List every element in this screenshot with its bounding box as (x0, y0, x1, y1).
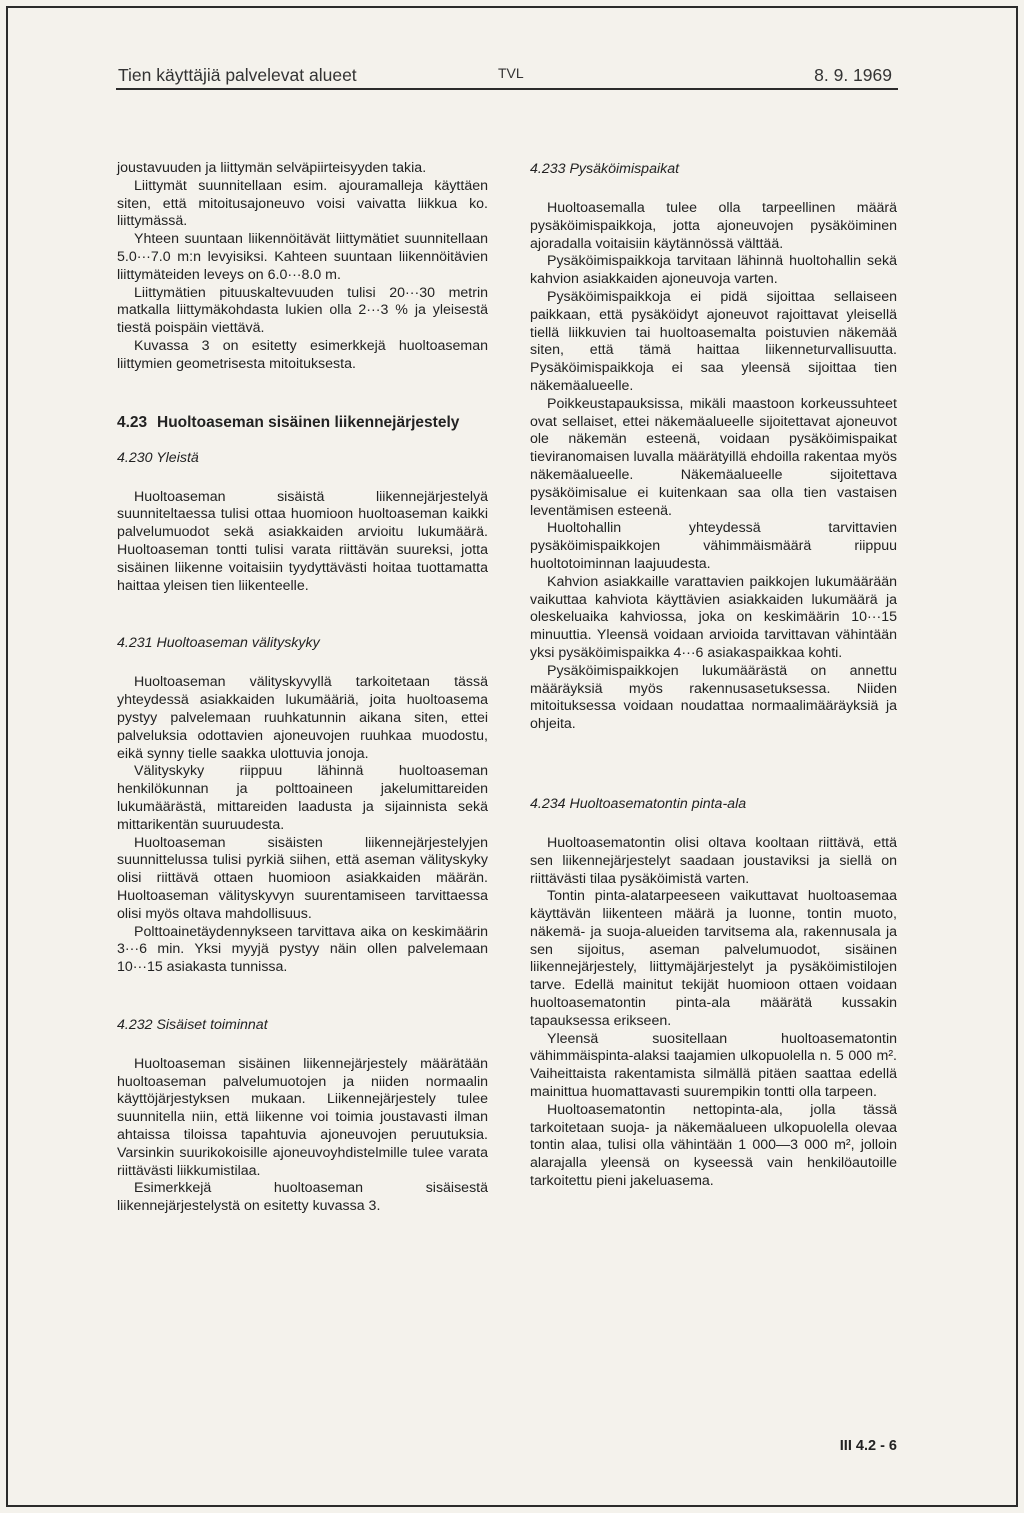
subsection-heading-4-230: 4.230 Yleistä (117, 449, 199, 466)
paragraph: Huoltoaseman sisäinen liikennejärjestely määrätään huoltoaseman palvelumuotojen ja niiden normaalin käyttöjärjestyksen mukaan. Liikennejärjestely tulee suunnitella niin, että liikenne voi toimia joustavasti ilman ahtaissa tiloissa tapahtuvia ajoneuvojen peruutuksia. Varsinkin suurikokoisille ajoneuvoyhdistelmille tulee varata riittävästi liikkumistilaa. (117, 1055, 488, 1179)
header-publisher: TVL (498, 65, 524, 81)
paragraph: Yleensä suositellaan huoltoasematontin vähimmäispinta-alaksi taajamien ulkopuolella n. 5 000 m². Vaiheittaista rakentamista silmällä pitäen saattaa edellä mainittua huomattavasti suurempikin tontti olla tarpeen. (530, 1030, 897, 1101)
section-heading-4-23 (117, 413, 488, 432)
paragraph: Huoltoasemalla tulee olla tarpeellinen määrä pysäköimispaikkoja, jotta ajoneuvojen pysäköiminen ajoradalla voitaisiin käytännössä välttää. (530, 200, 897, 252)
paragraph: Liittymät suunnitellaan esim. ajouramalleja käyttäen siten, että mitoitusajoneuvo voisi vaivatta liikkua ko. liittymässä. (117, 177, 488, 230)
page-header (118, 62, 896, 88)
paragraph: Huoltohallin yhteydessä tarvittavien pysäköimispaikkojen vähimmäismäärä riippuu huoltotoiminnan laajuudesta. (530, 520, 897, 572)
page-reference: III 4.2 - 6 (839, 1438, 897, 1454)
paragraph: joustavuuden ja liittymän selväpiirteisyyden takia. (117, 160, 427, 176)
paragraph: Polttoainetäydennykseen tarvittava aika on keskimäärin 3···6 min. Yksi myyjä pystyy näin ollen palvelemaan 10···15 asiakasta tunnissa. (117, 923, 488, 976)
subsection-heading-4-234: 4.234 Huoltoasematontin pinta-ala (530, 795, 747, 812)
paragraph: Liittymätien pituuskaltevuuden tulisi 20···30 metrin matkalla liittymäkohdasta lukien olla 2···3 % ja yleisestä tiestä poispäin viettävä. (117, 284, 488, 337)
paragraph: Huoltoaseman välityskyvyllä tarkoitetaan tässä yhteydessä asiakkaiden lukumääriä, joita huoltoasema pystyy palvelemaan ruuhkatunnin aikana siten, ettei palveluksia odottavien ajoneuvojen ruuhkaa muodostu, eikä synny tielle saakka ulottuvia jonoja. (117, 674, 488, 762)
paragraph: Yhteen suuntaan liikennöitävät liittymätiet suunnitellaan 5.0···7.0 m:n levyisiksi. Kahteen suuntaan liikennöitävien liittymäteiden leveys on 6.0···8.0 m. (117, 231, 488, 283)
paragraph: Huoltoaseman sisäisten liikennejärjestelyjen suunnittelussa tulisi pyrkiä siihen, että aseman välityskyky olisi riittävä ottaen huomioon asiakkaiden määrän. Huoltoaseman välityskyvyn suurentamiseen tarvittaessa olisi myös oltava mahdollisuus. (117, 834, 488, 922)
paragraph: Pysäköimispaikkojen lukumäärästä on annettu määräyksiä myös rakennusasetuksessa. Niiden mitoituksessa voidaan noudattaa normaalimääräyksiä ja ohjeita. (530, 662, 897, 733)
paragraph: Poikkeustapauksissa, mikäli maastoon korkeussuhteet ovat sellaiset, ettei näkemäalueelle sijoitettavat ajoneuvot ole näkemän esteenä, voidaan pysäköimispaikat tieviranomaisen luvalla määrätyillä ehdoilla rakentaa myös näkemäalueelle. Näkemäalueelle sijoitettava pysäköimisalue ei kuitenkaan saa olla tien vastaisen leventämisen esteenä. (530, 395, 897, 519)
paragraph: Tontin pinta-alatarpeeseen vaikuttavat huoltoasemaa käyttävän liikenteen määrä ja luonne, tontin muoto, näkemä- ja suoja-alueiden tarvitsema ala, rakennusala ja sen sijoitus, aseman palvelumuodot, sisäinen liikennejärjestely, liittymäjärjestelyt ja pysäköimistilojen tarve. Edellä mainitut tekijät huomioon ottaen voidaan huoltoasematontin pinta-ala määrätä kussakin tapauksessa erikseen. (530, 888, 897, 1029)
paragraph: Huoltoasematontin olisi oltava kooltaan riittävä, että sen liikennejärjestelyt saadaan joustaviksi ja siellä on riittävästi tilaa pysäköimistä varten. (530, 834, 897, 887)
left-column (117, 160, 488, 1216)
paragraph: Pysäköimispaikkoja ei pidä sijoittaa sellaiseen paikkaan, että pysäköidyt ajoneuvot rajoittavat yleisellä tiellä liikkuvien tai huoltoasemalta poistuvien näkemää siten, että tämä haittaa liikenneturvallisuutta. Pysäköimispaikkoja ei saa yleensä sijoittaa tien näkemäalueelle. (530, 288, 897, 394)
paragraph: Huoltoaseman sisäistä liikennejärjestelyä suunniteltaessa tulisi ottaa huomioon huoltoaseman kaikki palvelumuodot sekä asiakkaiden arvioitu lukumäärä. Huoltoaseman tontti tulisi varata riittävän suureksi, jotta sisäinen liikenne voitaisiin tyydyttävästi hoitaa tuottamatta haittaa yleisen tien liikenteelle. (117, 488, 488, 594)
header-title: Tien käyttäjiä palvelevat alueet (118, 65, 357, 85)
section-number: 4.23 (117, 413, 148, 431)
paragraph: Kahvion asiakkaille varattavien paikkojen lukumäärään vaikuttaa kahviota käyttävien asiakkaiden lukumäärä ja oleskeluaika kahviossa, joka on keskimäärin 10···15 minuuttia. Yleensä voidaan arvioida tarvittavan vähintään yksi pysäköimispaikka 4···6 asiakaspaikkaa kohti. (530, 573, 897, 661)
subsection-heading-4-233: 4.233 Pysäköimispaikat (530, 161, 680, 177)
paragraph: Pysäköimispaikkoja tarvitaan lähinnä huoltohallin sekä kahvion asiakkaiden ajoneuvoja varten. (530, 253, 897, 288)
header-rule (116, 88, 898, 90)
subsection-heading-4-231: 4.231 Huoltoaseman välityskyky (117, 635, 320, 652)
paragraph: Huoltoasematontin nettopinta-ala, jolla tässä tarkoitetaan suoja- ja näkemäalueen ulkopuolella olevaa tontin alaa, tulisi olla vähintään 1 000—3 000 m², jolloin alarajalla yleensä on kyseessä vain henkilöautoille tarkoitettu pieni jakeluasema. (530, 1101, 897, 1190)
header-date: 8. 9. 1969 (814, 65, 892, 85)
paragraph: Esimerkkejä huoltoaseman sisäisestä liikennejärjestelystä on esitetty kuvassa 3. (117, 1180, 488, 1215)
right-column (530, 160, 897, 1191)
paragraph: Välityskyky riippuu lähinnä huoltoaseman henkilökunnan ja polttoaineen jakelumittareiden lukumäärästä, mittareiden laadusta ja sijainnista sekä mittarikentän suuruudesta. (117, 763, 488, 833)
section-title: Huoltoaseman sisäinen liikennejärjestely (157, 413, 460, 431)
subsection-heading-4-232: 4.232 Sisäiset toiminnat (117, 1016, 268, 1033)
paragraph: Kuvassa 3 on esitetty esimerkkejä huoltoaseman liittymien geometrisesta mitoituksesta. (117, 337, 488, 372)
